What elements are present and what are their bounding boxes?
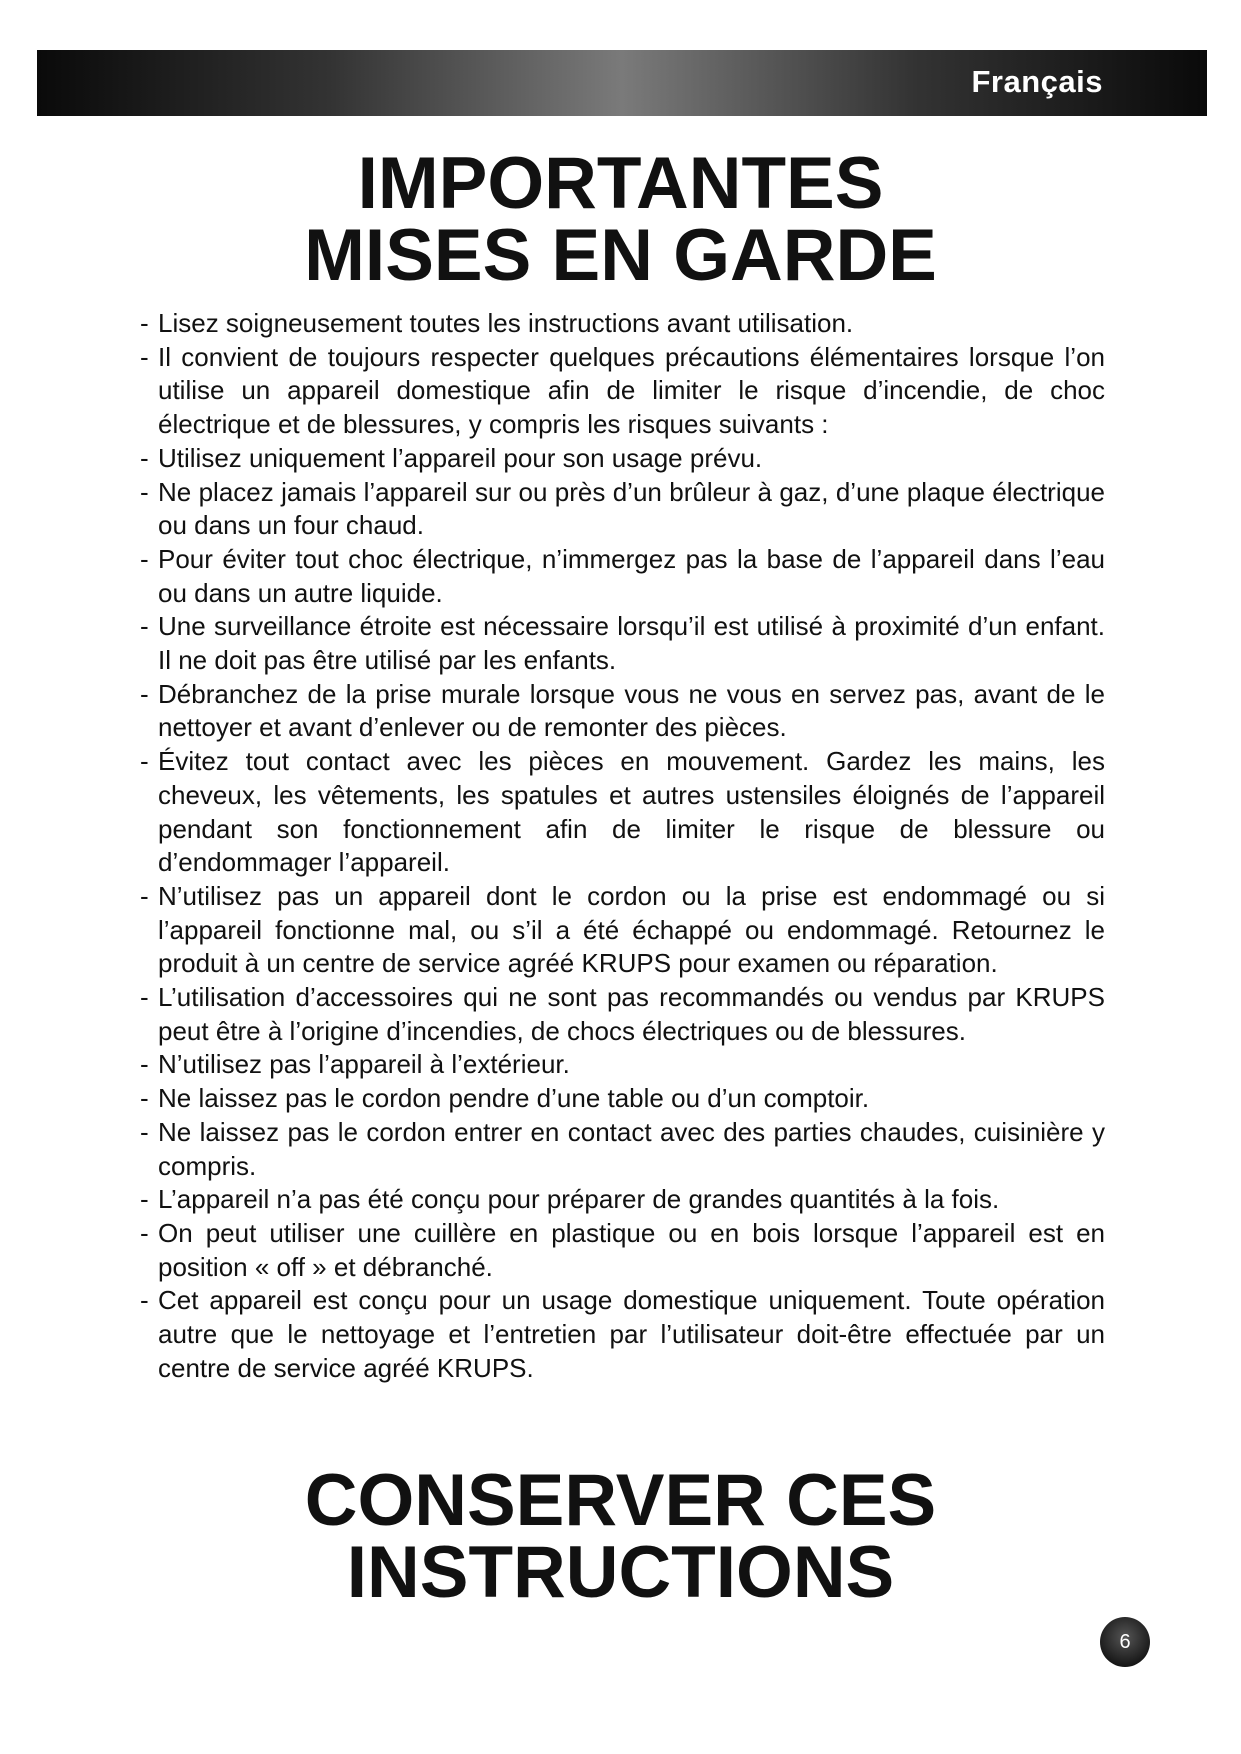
list-item: - Lisez soigneusement toutes les instructions avant utilisation. <box>140 308 854 338</box>
list-item: - On peut utiliser une cuillère en plastique ou en bois lorsque l’appareil est en position « off » et débranché. <box>140 1217 1105 1282</box>
list-item: - Ne laissez pas le cordon pendre d’une table ou d’un comptoir. <box>140 1083 870 1114</box>
list-item: - Ne laissez pas le cordon entrer en contact avec des parties chaudes, cuisinière y compris. <box>140 1116 1105 1181</box>
list-item: - N’utilisez pas l’appareil à l’extérieur. <box>140 1049 570 1080</box>
list-item: - Débranchez de la prise murale lorsque vous ne vous en servez pas, avant de le nettoyer et avant d’enlever ou de remonter des pièces. <box>140 678 1105 743</box>
list-item: - Ne placez jamais l’appareil sur ou près d’un brûleur à gaz, d’une plaque électrique ou dans un four chaud. <box>140 476 1105 541</box>
closing-title-line-2: INSTRUCTIONS <box>346 1532 895 1613</box>
list-item: - N’utilisez pas un appareil dont le cordon ou la prise est endommagé ou si l’appareil fonctionne mal, ou s’il a été échappé ou endommagé. Retournez le produit à un centre de service agréé KRUPS pour examen ou réparation. <box>140 880 1105 979</box>
language-label: Français <box>971 64 1103 99</box>
closing-title-line-1: CONSERVER CES <box>304 1460 937 1541</box>
list-item: - L’appareil n’a pas été conçu pour préparer de grandes quantités à la fois. <box>140 1184 1000 1215</box>
list-item: - Évitez tout contact avec les pièces en mouvement. Gardez les mains, les cheveux, les vêtements, les spatules et autres ustensiles éloignés de l’appareil pendant son fonctionnement afin de limiter le risque de blessure ou d’endommager l’appareil. <box>140 746 1105 878</box>
list-item: - Il convient de toujours respecter quelques précautions élémentaires lorsque l’on utilise un appareil domestique afin de limiter le risque d’incendie, de choc électrique et de blessures, y compris les risques suivants : <box>140 341 1105 440</box>
page-title <box>0 143 1241 296</box>
language-header-bar <box>37 50 1207 116</box>
list-item: - L’utilisation d’accessoires qui ne sont pas recommandés ou vendus par KRUPS peut être à l’origine d’incendies, de chocs électriques ou de blessures. <box>140 982 1105 1046</box>
page-number-badge: 6 <box>1100 1617 1150 1667</box>
list-item: - Cet appareil est conçu pour un usage domestique uniquement. Toute opération autre que le nettoyage et l’entretien par l’utilisateur doit-être effectuée par un centre de service agréé KRUPS. <box>140 1285 1105 1383</box>
list-item: - Pour éviter tout choc électrique, n’immergez pas la base de l’appareil dans l’eau ou dans un autre liquide. <box>140 543 1105 608</box>
list-item: - Utilisez uniquement l’appareil pour son usage prévu. <box>140 442 763 473</box>
safety-warnings-list <box>140 307 1105 1386</box>
closing-title <box>0 1460 1241 1613</box>
list-item: - Une surveillance étroite est nécessaire lorsqu’il est utilisé à proximité d’un enfant. Il ne doit pas être utilisé par les enfants. <box>140 611 1105 676</box>
title-line-2: MISES EN GARDE <box>304 215 937 296</box>
title-line-1: IMPORTANTES <box>357 143 884 224</box>
